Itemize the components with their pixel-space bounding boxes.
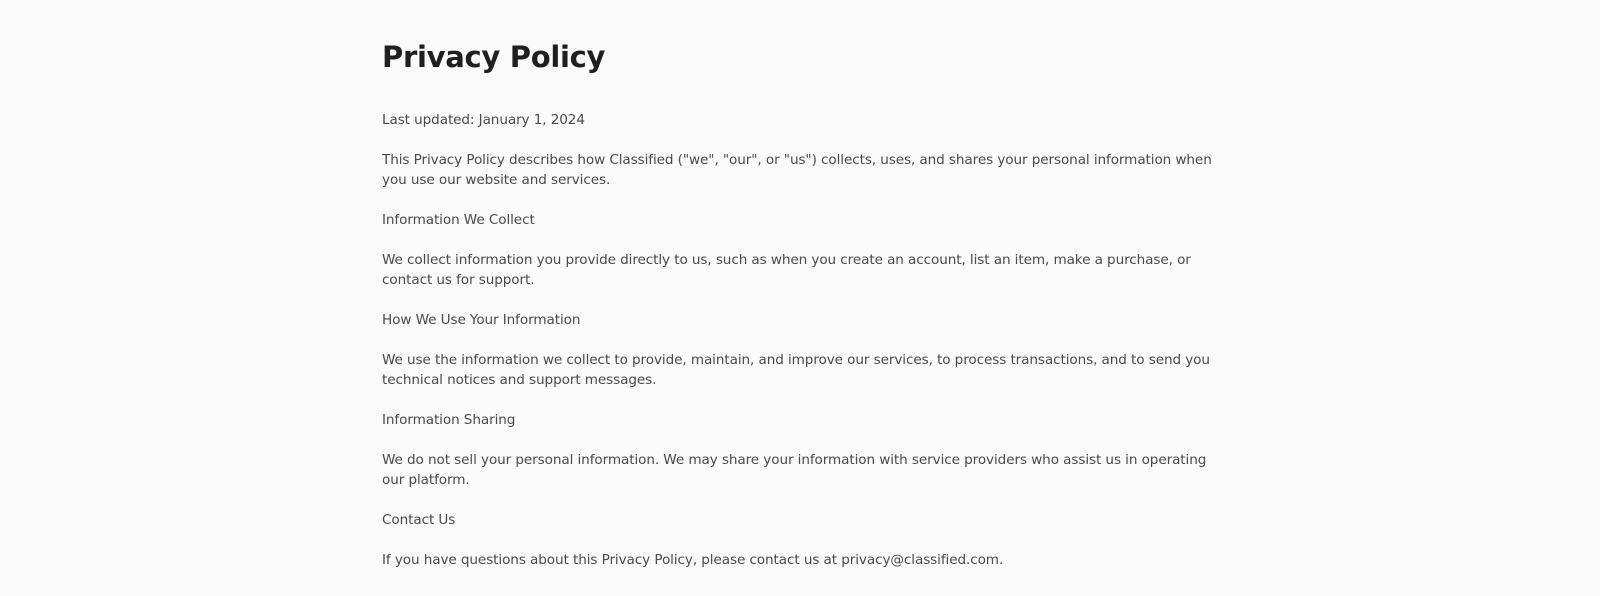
section-body-how-we-use: We use the information we collect to provide, maintain, and improve our services, to process transactions, and to send you technical notices and support messages. [382, 352, 1210, 388]
section-heading-information-we-collect: Information We Collect [382, 212, 535, 228]
section-heading-how-we-use: How We Use Your Information [382, 312, 581, 328]
page-title: Privacy Policy [382, 40, 606, 74]
section-body-information-we-collect: We collect information you provide directly to us, such as when you create an account, list an item, make a purchase, or contact us for support. [382, 252, 1191, 288]
section-heading-information-sharing: Information Sharing [382, 412, 516, 428]
section-body-information-sharing: We do not sell your personal information. We may share your information with service providers who assist us in operating our platform. [382, 452, 1207, 488]
intro-paragraph: This Privacy Policy describes how Classified ("we", "our", or "us") collects, uses, and shares your personal information when you use our website and services. [382, 152, 1212, 188]
last-updated-text: Last updated: January 1, 2024 [382, 112, 585, 128]
section-heading-contact-us: Contact Us [382, 512, 456, 528]
section-body-contact-us: If you have questions about this Privacy Policy, please contact us at privacy@classified.com. [382, 552, 1004, 568]
